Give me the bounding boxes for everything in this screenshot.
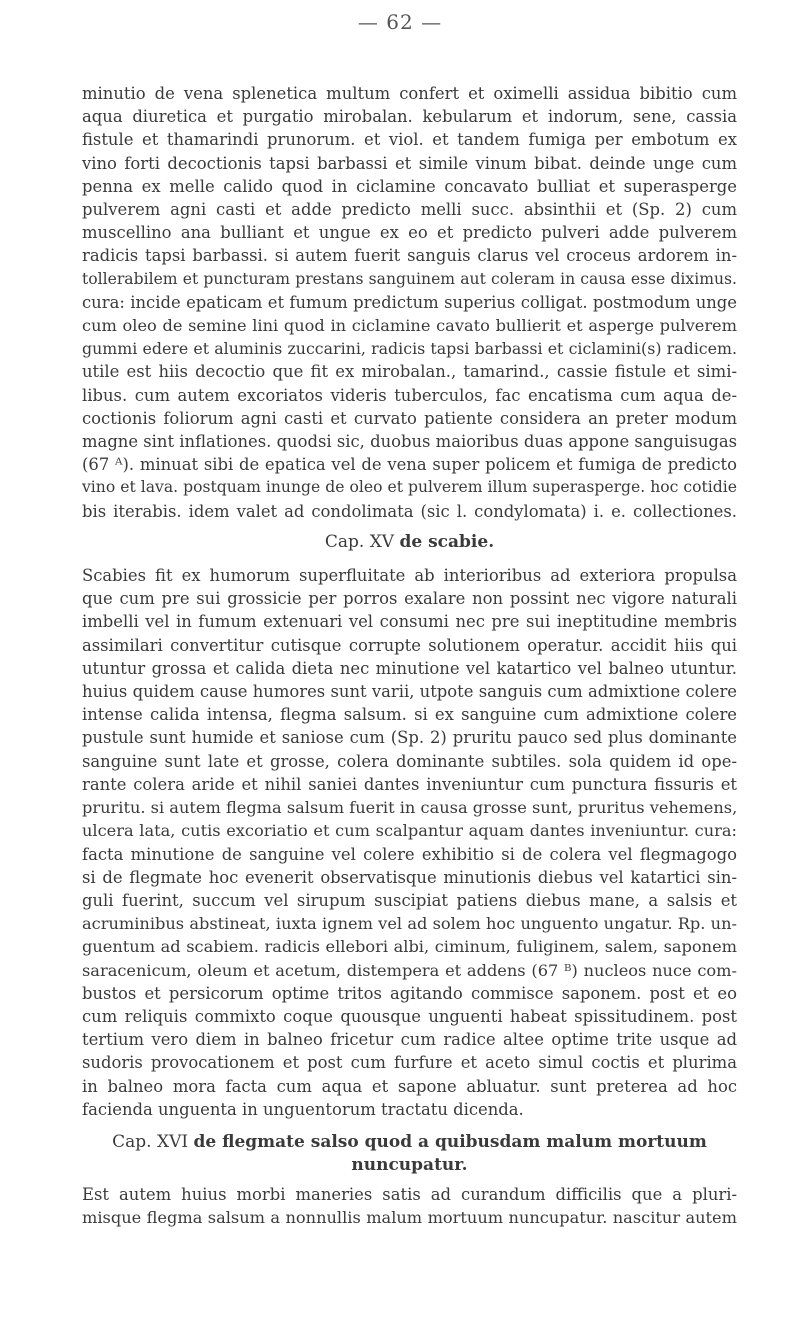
text-line: coctionis foliorum agni casti et curvato patiente considera an preter modum xyxy=(82,408,737,428)
text-line: vino et lava. postquam inunge de oleo et pulverem illum superasperge. hoc cotidie xyxy=(82,478,737,497)
text-line: facta minutione de sanguine vel colere exhibitio si de colera vel flegmagogo xyxy=(82,844,737,864)
text-line: rante colera aride et nihil saniei dantes inveniuntur cum punctura fissuris et xyxy=(82,774,737,794)
text-line: pruritu. si autem flegma salsum fuerit in causa grosse sunt, pruritus vehemens, xyxy=(82,798,738,818)
text-line: muscellino ana bulliant et ungue ex eo et predicto pulveri adde pulverem xyxy=(82,223,737,243)
text-line: fistule et thamarindi prunorum. et viol. et tandem fumiga per embotum ex xyxy=(82,130,737,150)
text-line: Est autem huius morbi maneries satis ad curandum difficilis que a pluri- xyxy=(82,1184,737,1204)
text-line: facienda unguenta in unguentorum tractatu dicenda. xyxy=(82,1099,524,1119)
body-text xyxy=(82,82,737,1229)
chapter-number: Cap. XVI xyxy=(112,1131,189,1152)
text-line: penna ex melle calido quod in ciclamine concavato bulliat et superasperge xyxy=(82,176,737,196)
text-line: huius quidem cause humores sunt varii, utpote sanguis cum admixtione colere xyxy=(82,682,737,702)
text-line: que cum pre sui grossicie per porros exalare non possint nec vigore naturali xyxy=(82,589,737,609)
text-line: sudoris provocationem et post cum furfure et aceto simul coctis et plurima xyxy=(82,1053,737,1073)
text-line: in balneo mora facta cum aqua et sapone abluatur. sunt preterea ad hoc xyxy=(82,1076,737,1096)
text-line: libus. cum autem excoriatos videris tuberculos, fac encatisma cum aqua de- xyxy=(82,385,737,405)
chapter-title: de flegmate salso quod a quibusdam malum mortuum xyxy=(193,1131,707,1152)
text-line: sanguine sunt late et grosse, colera dominante subtiles. sola quidem id ope- xyxy=(82,751,737,771)
text-line: saracenicum, oleum et acetum, distempera et addens (67 ᴮ) nucleos nuce com- xyxy=(82,960,737,980)
text-line: tollerabilem et puncturam prestans sanguinem aut coleram in causa esse diximus. xyxy=(82,269,737,288)
chapter-title: de scabie. xyxy=(399,531,495,552)
chapter-heading-16 xyxy=(82,1131,737,1177)
text-line: utile est hiis decoctio que fit ex mirobalan., tamarind., cassie fistule et simi- xyxy=(82,362,737,382)
text-line: bustos et persicorum optime tritos agitando commisce saponem. post et eo xyxy=(82,983,737,1003)
text-line: guentum ad scabiem. radicis ellebori albi, ciminum, fuliginem, salem, saponem xyxy=(82,937,737,957)
text-line: cum oleo de semine lini quod in ciclamine cavato bullierit et asperge pulverem xyxy=(82,316,737,336)
text-line: (67 ᴬ). minuat sibi de epatica vel de vena super policem et fumiga de predicto xyxy=(82,455,737,475)
paragraph-1 xyxy=(82,82,737,523)
text-line: aqua diuretica et purgatio mirobalan. kebularum et indorum, sene, cassia xyxy=(82,107,737,127)
text-line: radicis tapsi barbassi. si autem fuerit sanguis clarus vel croceus ardorem in- xyxy=(82,246,737,266)
text-line: ulcera lata, cutis excoriatio et cum scalpantur aquam dantes inveniuntur. cura: xyxy=(82,821,737,841)
text-line: utuntur grossa et calida dieta nec minutione vel katartico vel balneo utuntur. xyxy=(82,658,737,678)
text-line: Scabies fit ex humorum superfluitate ab interioribus ad exteriora propulsa xyxy=(82,566,737,586)
text-line: vino forti decoctionis tapsi barbassi et simile vinum bibat. deinde unge cum xyxy=(82,153,737,173)
chapter-title-continued: nuncupatur. xyxy=(351,1154,468,1175)
paragraph-2 xyxy=(82,564,737,1121)
text-line: assimilari convertitur cutisque corrupte solutionem operatur. accidit hiis qui xyxy=(82,635,737,655)
text-line: cum reliquis commixto coque quousque unguenti habeat spissitudinem. post xyxy=(82,1006,737,1026)
text-line: intense calida intensa, flegma salsum. si ex sanguine cum admixtione colere xyxy=(82,705,737,725)
text-line: imbelli vel in fumum extenuari vel consumi nec pre sui ineptitudine membris xyxy=(82,612,737,632)
text-line: si de flegmate hoc evenerit observatisque minutionis diebus vel katartici sin- xyxy=(82,867,737,887)
text-line: gummi edere et aluminis zuccarini, radicis tapsi barbassi et ciclamini(s) radicem. xyxy=(82,339,737,359)
text-line: pustule sunt humide et saniose cum (Sp. 2) pruritu pauco sed plus dominante xyxy=(82,728,737,748)
text-line: cura: incide epaticam et fumum predictum superius colligat. postmodum unge xyxy=(82,292,737,312)
text-line: magne sint inflationes. quodsi sic, duobus maioribus duas appone sanguisugas xyxy=(82,432,738,452)
text-line: acruminibus abstineat, iuxta ignem vel ad solem hoc unguento ungatur. Rp. un- xyxy=(82,914,737,934)
text-line: minutio de vena splenetica multum confert et oximelli assidua bibitio cum xyxy=(82,84,737,103)
text-line: guli fuerint, succum vel sirupum suscipiat patiens diebus mane, a salsis et xyxy=(82,890,737,910)
text-line: pulverem agni casti et adde predicto melli succ. absinthii et (Sp. 2) cum xyxy=(82,200,737,220)
text-line: misque flegma salsum a nonnullis malum mortuum nuncupatur. nascitur autem xyxy=(82,1208,737,1228)
text-line: bis iterabis. idem valet ad condolimata (sic l. condylomata) i. e. collectiones. xyxy=(82,501,737,521)
chapter-heading-15 xyxy=(82,531,737,554)
page-number: — 62 — xyxy=(357,10,443,34)
paragraph-3 xyxy=(82,1183,737,1229)
text-line: tertium vero diem in balneo fricetur cum radice altee optime trite usque ad xyxy=(82,1030,737,1050)
chapter-number: Cap. XV xyxy=(324,531,395,552)
